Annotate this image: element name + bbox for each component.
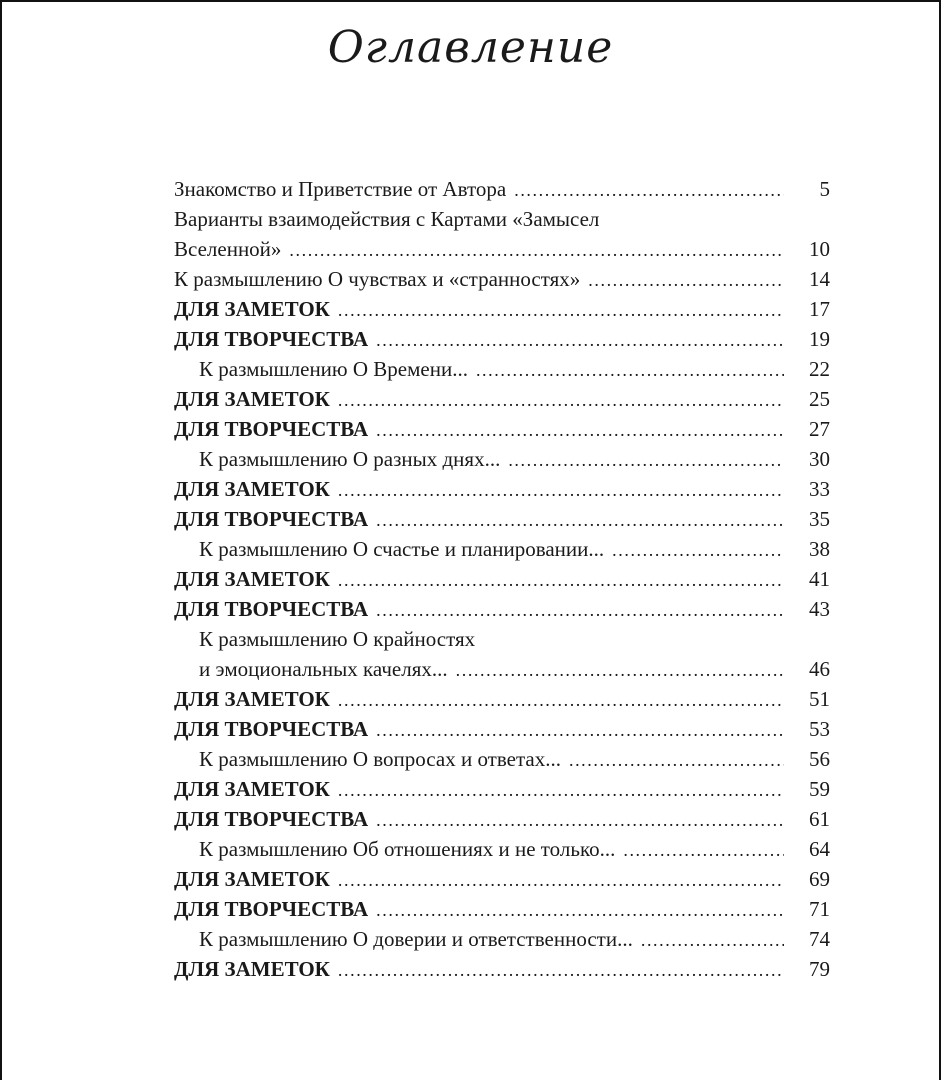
toc-entry-label: К размышлению Об отношениях и не только... xyxy=(199,837,616,861)
dot-leader xyxy=(338,955,784,985)
toc-page-number: 41 xyxy=(809,567,830,591)
toc-entry-label: К размышлению О счастье и планировании... xyxy=(199,537,605,561)
toc-entry-label: ДЛЯ ЗАМЕТОК xyxy=(174,687,330,711)
dot-leader xyxy=(588,265,784,295)
page-title: Оглавление xyxy=(327,22,614,73)
toc-entry-label: ДЛЯ ЗАМЕТОК xyxy=(174,477,330,501)
toc-page-number: 38 xyxy=(809,537,830,561)
toc-page-number: 59 xyxy=(809,777,830,801)
toc-page-number: 22 xyxy=(809,357,830,381)
toc-entry[interactable] xyxy=(174,234,830,264)
toc-entry-creativity[interactable] xyxy=(174,804,830,834)
toc-entry[interactable] xyxy=(174,924,830,954)
toc-entry-label: ДЛЯ ТВОРЧЕСТВА xyxy=(174,717,369,741)
toc-entry-label: К размышлению О доверии и ответственности... xyxy=(199,927,633,951)
toc-page-number: 56 xyxy=(809,747,830,771)
dot-leader xyxy=(376,895,784,925)
dot-leader xyxy=(338,565,784,595)
toc-entry-label: ДЛЯ ТВОРЧЕСТВА xyxy=(174,597,369,621)
toc-page-number: 51 xyxy=(809,687,830,711)
toc-page-number: 5 xyxy=(819,177,830,201)
toc-entry-label: ДЛЯ ТВОРЧЕСТВА xyxy=(174,897,369,921)
toc-entry-notes[interactable] xyxy=(174,384,830,414)
toc-page-number: 43 xyxy=(809,597,830,621)
dot-leader xyxy=(338,865,784,895)
dot-leader xyxy=(476,355,784,385)
toc-page-number: 33 xyxy=(809,477,830,501)
table-of-contents xyxy=(174,174,830,984)
dot-leader xyxy=(376,715,784,745)
toc-entry-label: К размышлению О чувствах и «странностях» xyxy=(174,267,581,291)
toc-page-number: 35 xyxy=(809,507,830,531)
toc-page-number: 79 xyxy=(809,957,830,981)
dot-leader xyxy=(623,835,784,865)
dot-leader xyxy=(376,805,784,835)
toc-page-number: 25 xyxy=(809,387,830,411)
toc-entry-creativity[interactable] xyxy=(174,504,830,534)
dot-leader xyxy=(289,235,784,265)
toc-page-number: 61 xyxy=(809,807,830,831)
toc-entry-notes[interactable] xyxy=(174,474,830,504)
toc-entry-label: ДЛЯ ТВОРЧЕСТВА xyxy=(174,327,369,351)
dot-leader xyxy=(376,415,784,445)
toc-entry-notes[interactable] xyxy=(174,774,830,804)
dot-leader xyxy=(376,325,784,355)
toc-entry-label: К размышлению О разных днях... xyxy=(199,447,501,471)
toc-entry-first-line[interactable]: К размышлению О крайностях xyxy=(199,627,476,651)
toc-entry-creativity[interactable] xyxy=(174,894,830,924)
toc-entry-label: Знакомство и Приветствие от Автора xyxy=(174,177,507,201)
toc-entry-label: К размышлению О вопросах и ответах... xyxy=(199,747,561,771)
toc-entry-label: К размышлению О Времени... xyxy=(199,357,468,381)
dot-leader xyxy=(612,535,784,565)
toc-page-number: 71 xyxy=(809,897,830,921)
toc-page-number: 17 xyxy=(809,297,830,321)
toc-entry[interactable] xyxy=(174,834,830,864)
toc-entry-label: ДЛЯ ТВОРЧЕСТВА xyxy=(174,807,369,831)
dot-leader xyxy=(376,595,784,625)
toc-entry-first-line[interactable]: Варианты взаимодействия с Картами «Замысел xyxy=(174,207,600,231)
toc-entry-label: ДЛЯ ЗАМЕТОК xyxy=(174,387,330,411)
toc-page-number: 19 xyxy=(809,327,830,351)
toc-entry[interactable] xyxy=(174,174,830,204)
toc-page-number: 14 xyxy=(809,267,830,291)
toc-entry-label: ДЛЯ ЗАМЕТОК xyxy=(174,867,330,891)
toc-entry-label: ДЛЯ ТВОРЧЕСТВА xyxy=(174,507,369,531)
dot-leader xyxy=(569,745,784,775)
toc-entry[interactable] xyxy=(174,744,830,774)
toc-entry-label: ДЛЯ ЗАМЕТОК xyxy=(174,957,330,981)
toc-entry-creativity[interactable] xyxy=(174,714,830,744)
toc-entry-label: ДЛЯ ЗАМЕТОК xyxy=(174,297,330,321)
toc-entry-label: и эмоциональных качелях... xyxy=(199,657,448,681)
toc-entry-label: ДЛЯ ЗАМЕТОК xyxy=(174,777,330,801)
dot-leader xyxy=(508,445,784,475)
dot-leader xyxy=(514,175,784,205)
toc-entry-creativity[interactable] xyxy=(174,324,830,354)
dot-leader xyxy=(376,505,784,535)
toc-page-number: 64 xyxy=(809,837,830,861)
toc-entry-notes[interactable] xyxy=(174,954,830,984)
toc-entry[interactable] xyxy=(174,444,830,474)
toc-page-number: 46 xyxy=(809,657,830,681)
toc-entry-creativity[interactable] xyxy=(174,594,830,624)
toc-entry[interactable] xyxy=(174,654,830,684)
toc-entry-notes[interactable] xyxy=(174,684,830,714)
toc-page-number: 74 xyxy=(809,927,830,951)
toc-entry[interactable] xyxy=(174,354,830,384)
dot-leader xyxy=(456,655,784,685)
toc-entry-label: ДЛЯ ЗАМЕТОК xyxy=(174,567,330,591)
toc-entry[interactable] xyxy=(174,264,830,294)
toc-entry[interactable] xyxy=(174,534,830,564)
dot-leader xyxy=(641,925,784,955)
dot-leader xyxy=(338,775,784,805)
dot-leader xyxy=(338,295,784,325)
toc-page-number: 10 xyxy=(809,237,830,261)
toc-page-number: 30 xyxy=(809,447,830,471)
toc-page-number: 53 xyxy=(809,717,830,741)
dot-leader xyxy=(338,475,784,505)
toc-entry-label: ДЛЯ ТВОРЧЕСТВА xyxy=(174,417,369,441)
dot-leader xyxy=(338,385,784,415)
toc-entry-creativity[interactable] xyxy=(174,414,830,444)
toc-page-number: 69 xyxy=(809,867,830,891)
toc-entry-notes[interactable] xyxy=(174,864,830,894)
toc-entry-notes[interactable] xyxy=(174,564,830,594)
toc-page-number: 27 xyxy=(809,417,830,441)
toc-entry-label: Вселенной» xyxy=(174,237,282,261)
toc-entry-notes[interactable] xyxy=(174,294,830,324)
dot-leader xyxy=(338,685,784,715)
